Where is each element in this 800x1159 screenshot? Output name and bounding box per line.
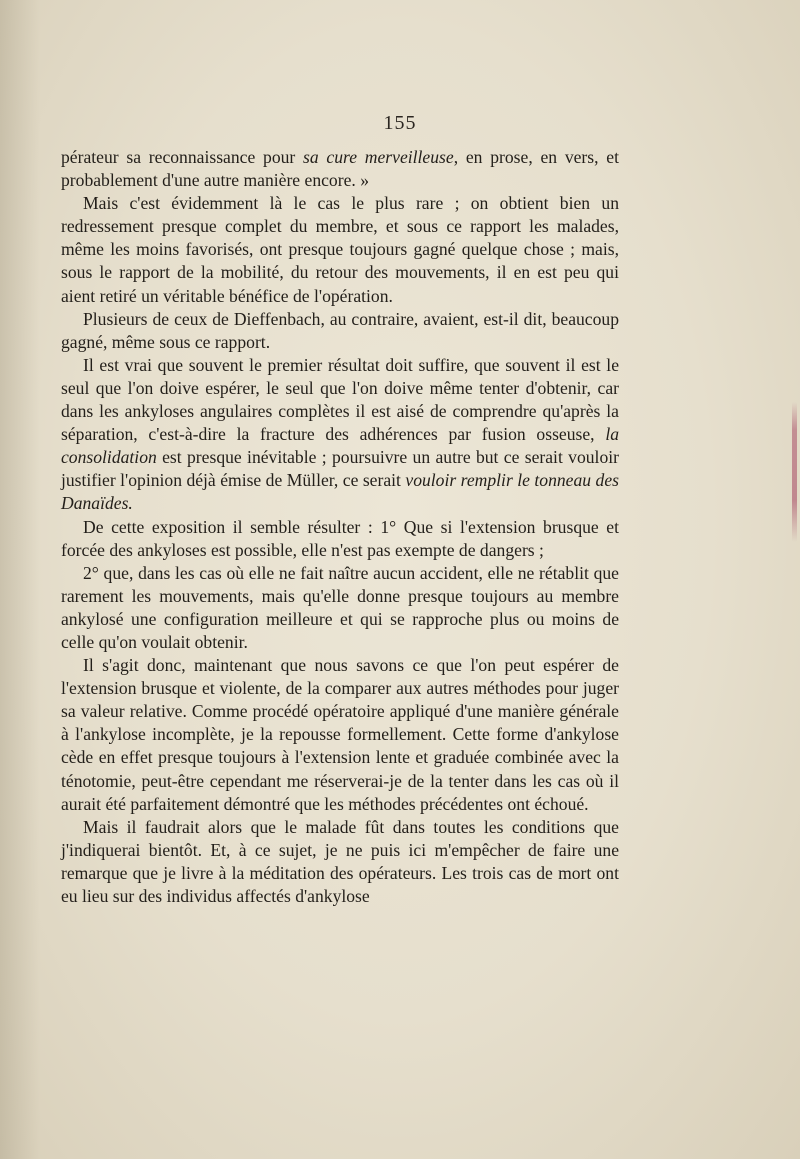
paragraph-4 bbox=[61, 354, 619, 516]
paragraph-3: Plusieurs de ceux de Dieffenbach, au contraire, avaient, est-il dit, beaucoup gagné, même sous ce rapport. bbox=[61, 308, 619, 352]
body-text bbox=[61, 146, 619, 908]
paragraph-1 bbox=[61, 146, 619, 192]
p1-italic: sa cure merveilleuse bbox=[303, 147, 454, 167]
paragraph-7: Il s'agit donc, maintenant que nous savons ce que l'on peut espérer de l'extension brusque et violente, de la comparer aux autres méthodes pour juger sa valeur relative. Comme procédé opératoire appliqué d'une manière générale à l'ankylose incomplète, je la repousse formellement. Cette forme d'ankylose cède en effet presque toujours à l'extension lente et graduée combinée avec la ténotomie, peut-être cependant me réserverai-je de la tenter dans les cas où il aurait été parfaitement démontré que les méthodes précédentes ont échoué. bbox=[61, 655, 619, 814]
paragraph-5: De cette exposition il semble résulter : 1° Que si l'extension brusque et forcée des ankyloses est possible, elle n'est pas exempte de dangers ; bbox=[61, 516, 619, 560]
page-edge-stain bbox=[792, 402, 797, 542]
p4-italic-danaides: vouloir remplir le tonneau des Danaïdes. bbox=[61, 470, 619, 514]
paragraph-8: Mais il faudrait alors que le malade fût dans toutes les conditions que j'indiquerai bientôt. Et, à ce sujet, je ne puis ici m'empêcher de faire une remarque que je livre à la méditation des opérateurs. Les trois cas de mort ont eu lieu sur des individus affectés d'ankylose bbox=[61, 816, 619, 906]
p1-end: , en prose, en vers, et probablement d'une autre manière encore. » bbox=[61, 147, 619, 191]
p4-start: Il est vrai que souvent le premier résultat doit suffire, que souvent il est le seul que l'on doive espérer, le seul que l'on doive même tenter d'obtenir, car dans les ankyloses angulaires complètes il est aisé de comprendre qu'après la séparation, c'est-à-dire la fracture des adhérences par fusion osseuse, bbox=[61, 354, 619, 445]
p4-mid: est presque inévitable ; poursuivre un autre but ce serait vouloir justifier l'opinion déjà émise de Müller, ce serait bbox=[61, 447, 619, 491]
p1-start: pérateur sa reconnaissance pour bbox=[61, 147, 304, 167]
p4-italic-consolidation: la consolidation bbox=[61, 424, 619, 468]
paragraph-2: Mais c'est évidemment là le cas le plus rare ; on obtient bien un redressement presque complet du membre, et sous ce rapport les malades, même les moins favorisés, ont presque toujours gagné quelque chose ; mais, sous le rapport de la mobilité, du retour des mouvements, il en est peu qui aient retiré un véritable bénéfice de l'opération. bbox=[61, 193, 619, 306]
page-number: 155 bbox=[383, 112, 417, 134]
paragraph-6: 2° que, dans les cas où elle ne fait naître aucun accident, elle ne rétablit que rarement les mouvements, mais qu'elle donne presque toujours au membre ankylosé une configuration meilleure et qui se rapproche plus ou moins de celle qu'on voulait obtenir. bbox=[61, 562, 619, 652]
